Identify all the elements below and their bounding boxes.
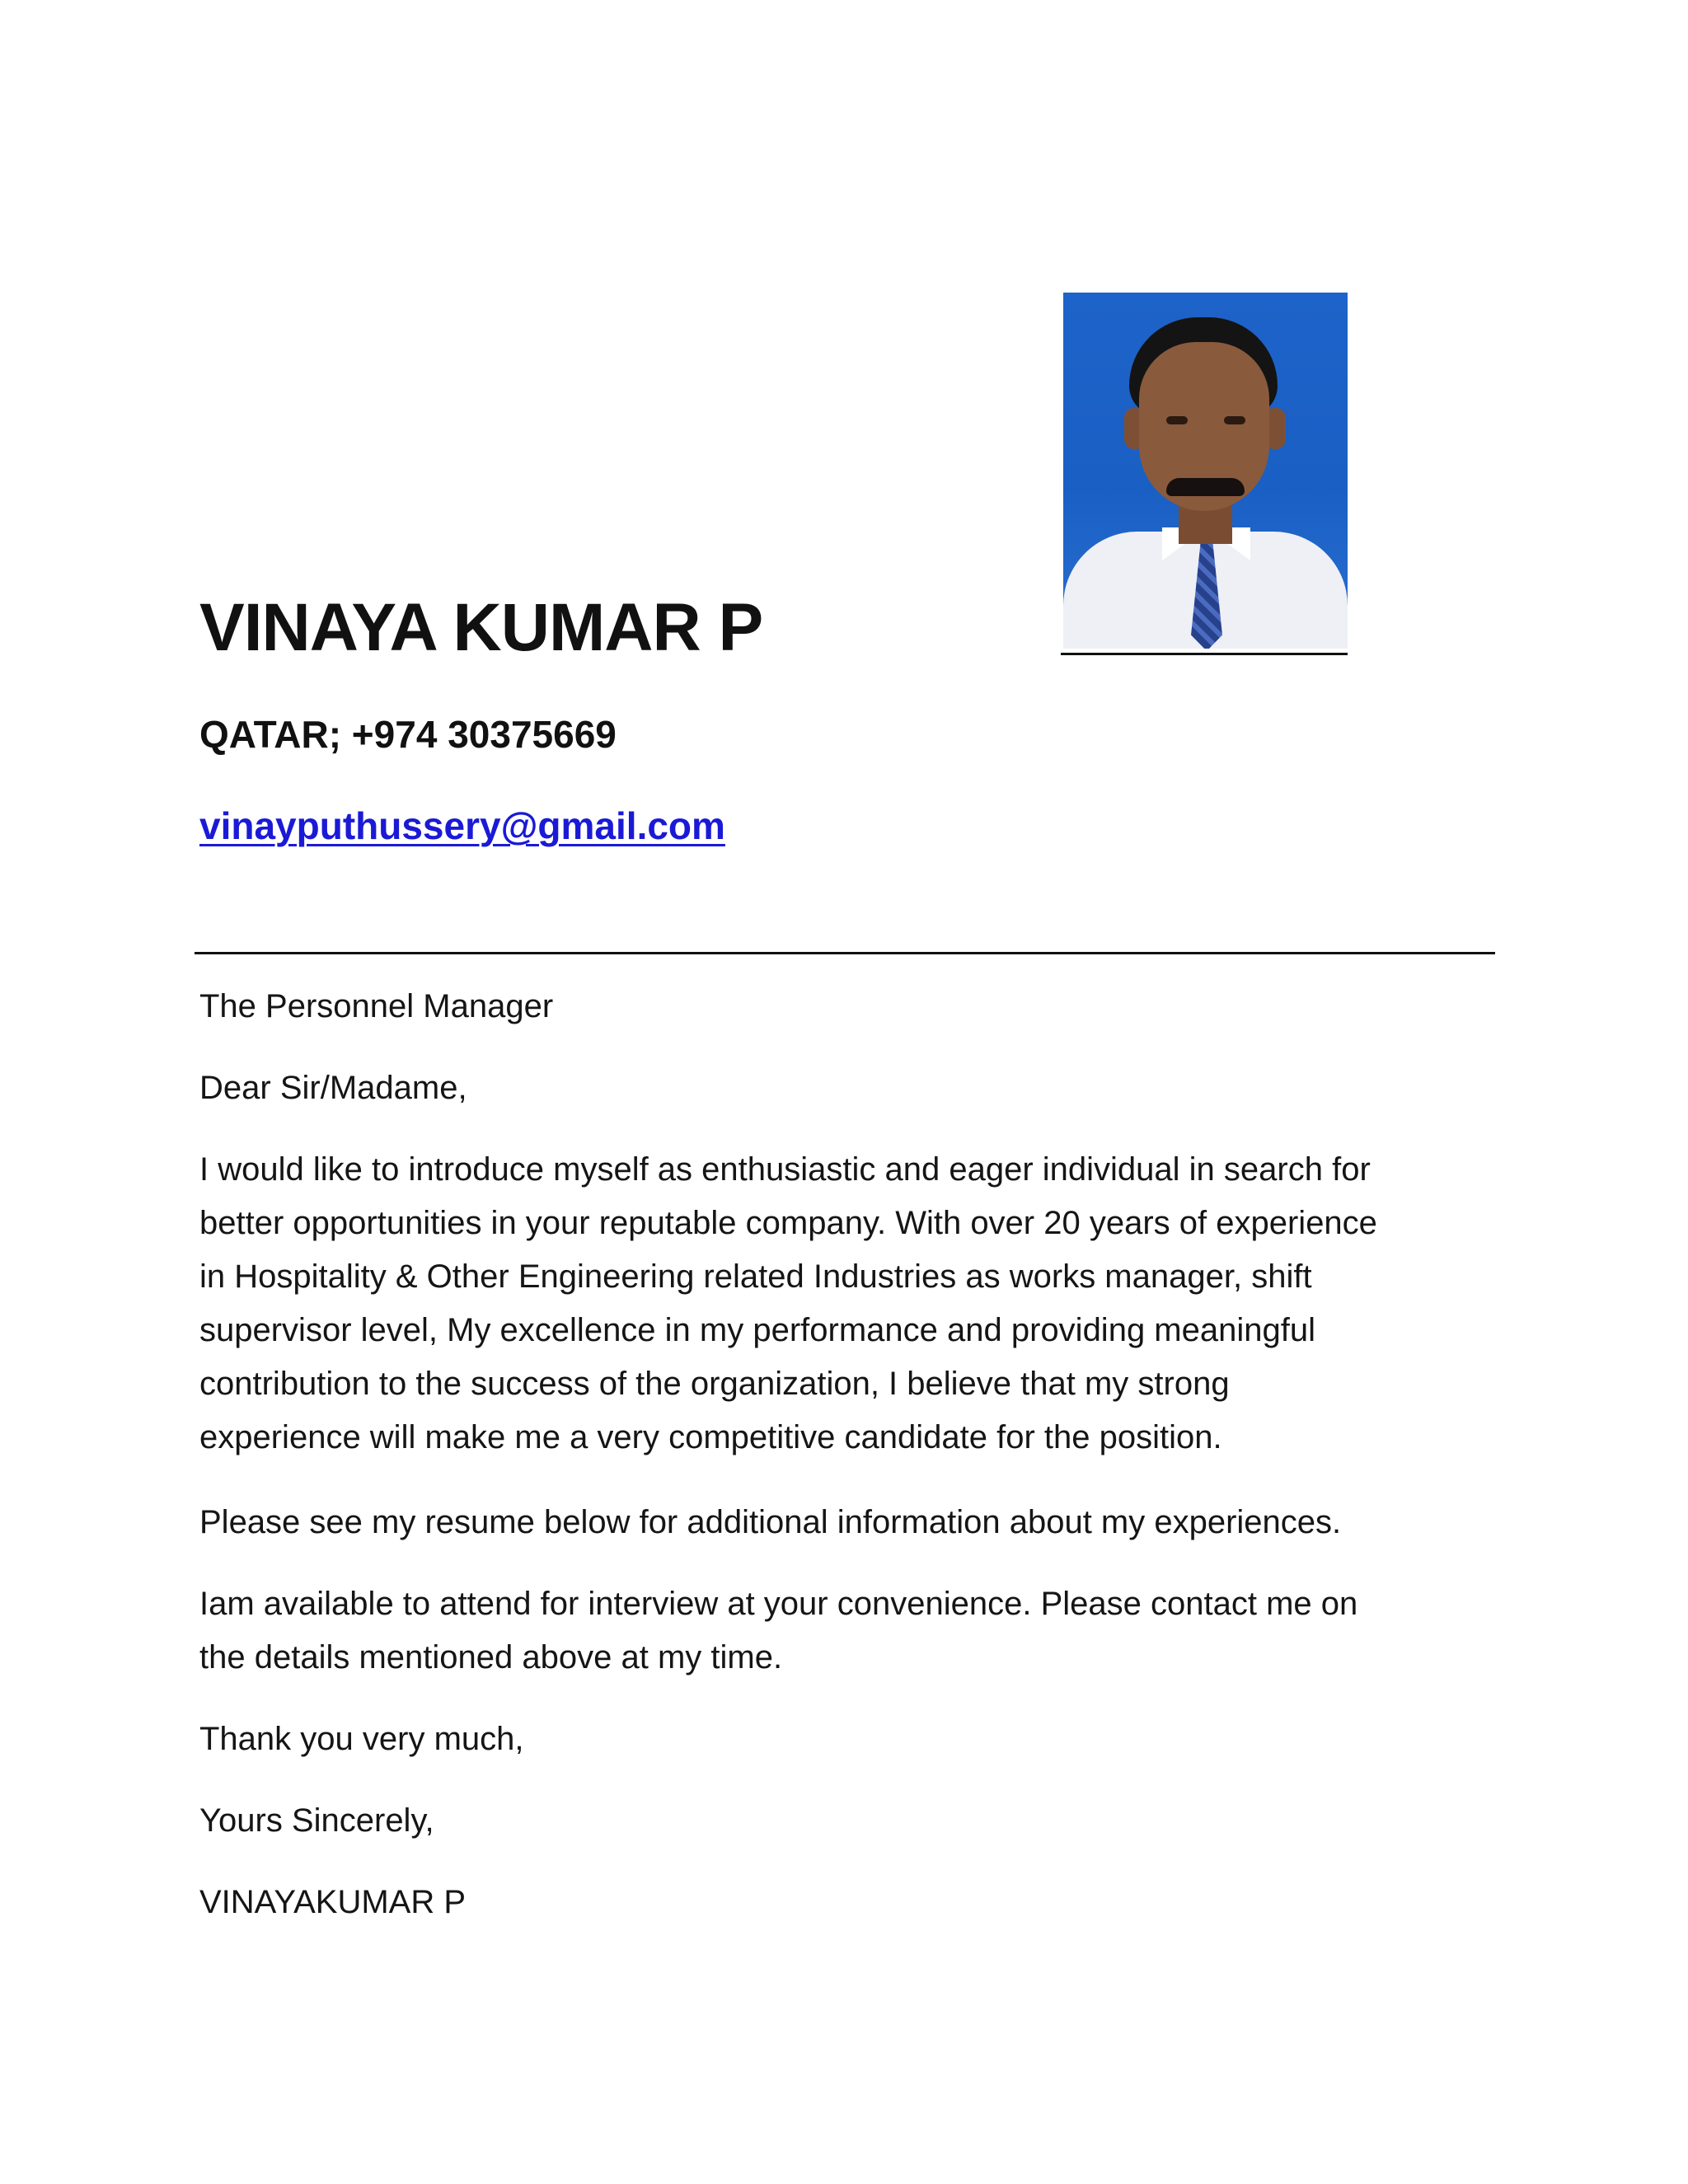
photo-eye-left: [1166, 416, 1188, 424]
photo-eye-right: [1224, 416, 1245, 424]
paragraph-line: supervisor level, My excellence in my performance and providing meaningful: [199, 1312, 1315, 1348]
photo-mustache: [1166, 478, 1245, 496]
paragraph-line: Iam available to attend for interview at your convenience. Please contact me on: [199, 1586, 1358, 1622]
paragraph-line: in Hospitality & Other Engineering related Industries as works manager, shift: [199, 1258, 1312, 1295]
header-divider: [195, 952, 1495, 954]
paragraph-line: better opportunities in your reputable company. With over 20 years of experience: [199, 1205, 1377, 1241]
paragraph-line: the details mentioned above at my time.: [199, 1639, 783, 1675]
letter-paragraph-availability: [199, 1577, 1502, 1685]
applicant-name: VINAYA KUMAR P: [199, 590, 763, 665]
letter-paragraph-intro: [199, 1143, 1502, 1465]
letter-thanks: Thank you very much,: [199, 1721, 524, 1757]
photo-underline: [1061, 653, 1348, 655]
paragraph-line: experience will make me a very competitive candidate for the position.: [199, 1419, 1222, 1455]
paragraph-line: I would like to introduce myself as enthusiastic and eager individual in search for: [199, 1151, 1371, 1188]
profile-photo: [1063, 293, 1348, 649]
letter-paragraph-resume: [199, 1496, 1502, 1549]
applicant-email-link[interactable]: vinayputhussery@gmail.com: [199, 804, 725, 847]
letter-recipient: The Personnel Manager: [199, 988, 554, 1024]
letter-signature-name: VINAYAKUMAR P: [199, 1884, 467, 1920]
letter-closing: Yours Sincerely,: [199, 1802, 434, 1839]
applicant-contact: QATAR; +974 30375669: [199, 713, 617, 756]
paragraph-line: contribution to the success of the organization, I believe that my strong: [199, 1366, 1230, 1402]
letter-salutation: Dear Sir/Madame,: [199, 1070, 467, 1106]
paragraph-line: Please see my resume below for additional information about my experiences.: [199, 1504, 1342, 1540]
